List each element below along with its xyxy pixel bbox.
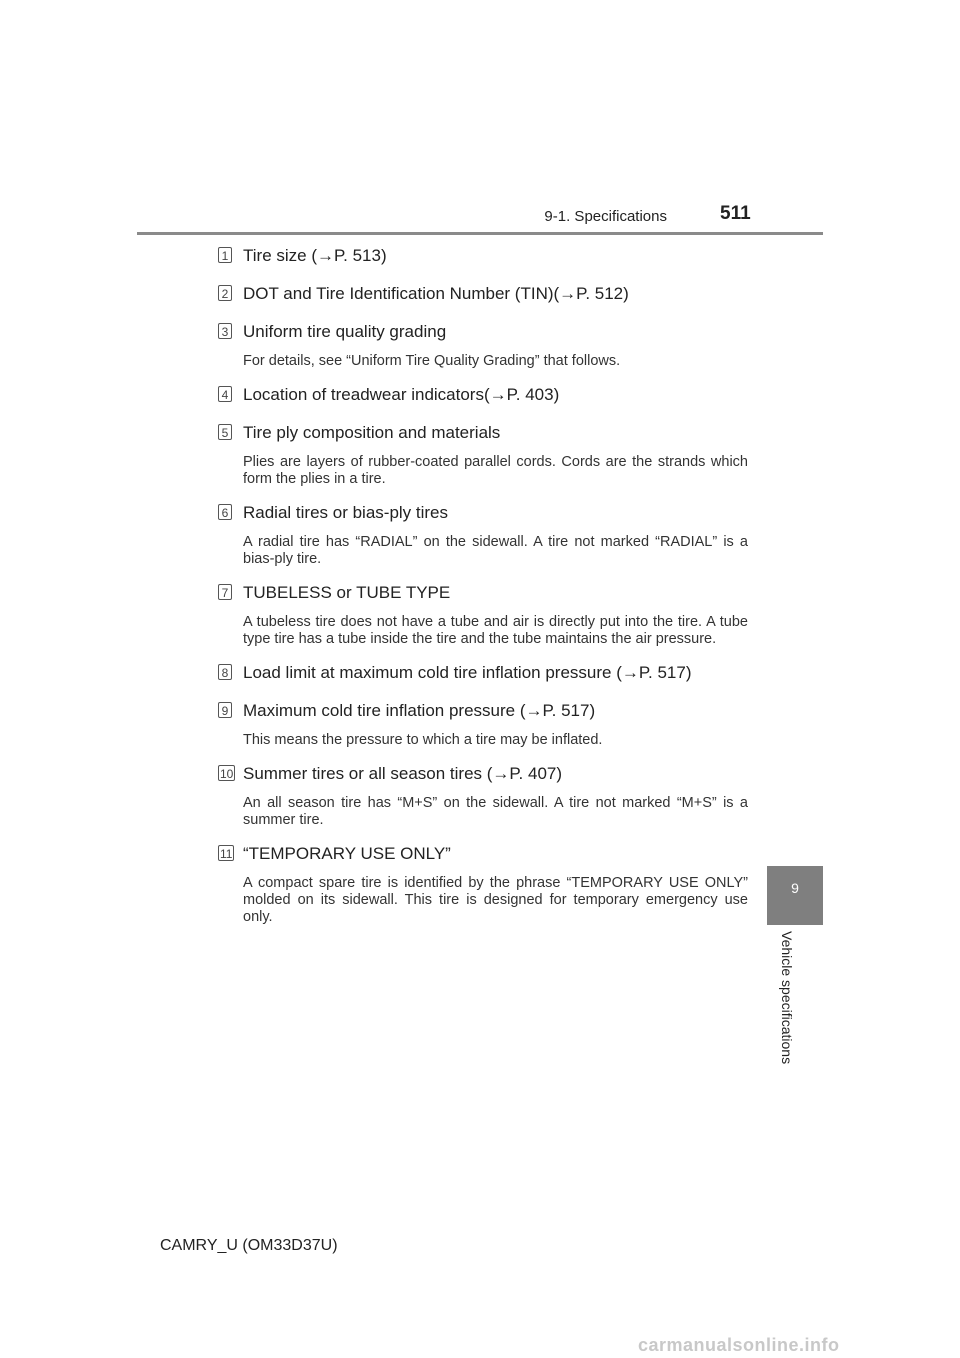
item-title: Load limit at maximum cold tire inflation pressure (→P. 517) xyxy=(243,663,692,682)
item-number-badge: 1 xyxy=(218,247,232,263)
item-description: A compact spare tire is identified by the phrase “TEMPORARY USE ONLY” molded on its sidewall. This tire is designed for temporary emergency use only. xyxy=(243,875,748,925)
item-title: “TEMPORARY USE ONLY” xyxy=(243,844,451,863)
chapter-number: 9 xyxy=(791,880,799,896)
item-number-badge: 6 xyxy=(218,504,232,520)
list-item xyxy=(218,320,748,370)
item-number-badge: 10 xyxy=(220,767,234,781)
tire-label-items xyxy=(218,244,748,926)
item-description: An all season tire has “M+S” on the sidewall. A tire not marked “M+S” is a summer tire. xyxy=(243,795,748,828)
model-code: CAMRY_U (OM33D37U) xyxy=(160,1237,338,1254)
item-title: Tire ply composition and materials xyxy=(243,423,501,442)
item-description: For details, see “Uniform Tire Quality Grading” that follows. xyxy=(243,353,621,369)
item-number-badge: 5 xyxy=(218,424,232,440)
item-description: A tubeless tire does not have a tube and air is directly put into the tire. A tube type tire has a tube inside the tire and the tube maintains the air pressure. xyxy=(243,614,748,647)
item-description: Plies are layers of rubber-coated parallel cords. Cords are the strands which form the plies in a tire. xyxy=(243,454,748,487)
watermark: carmanualsonline.info xyxy=(638,1335,840,1355)
section-title: 9-1. Specifications xyxy=(544,208,667,225)
item-number-badge: 7 xyxy=(218,584,232,600)
item-number-badge: 8 xyxy=(218,664,232,680)
header-divider xyxy=(137,232,823,235)
list-item xyxy=(218,661,748,684)
list-item xyxy=(218,699,748,749)
item-number-badge: 11 xyxy=(220,847,233,861)
item-number-badge: 4 xyxy=(218,386,232,402)
item-title: Maximum cold tire inflation pressure (→P. 517) xyxy=(243,701,596,720)
chapter-label: Vehicle specifications xyxy=(779,931,795,1065)
item-title: Location of treadwear indicators(→P. 403) xyxy=(243,385,560,404)
item-title: TUBELESS or TUBE TYPE xyxy=(243,583,451,602)
item-title: Uniform tire quality grading xyxy=(243,322,447,341)
list-item xyxy=(218,421,748,488)
item-title: Radial tires or bias-ply tires xyxy=(243,503,449,522)
list-item xyxy=(218,762,748,829)
item-title: Summer tires or all season tires (→P. 407) xyxy=(243,764,563,783)
item-description: This means the pressure to which a tire may be inflated. xyxy=(243,732,603,748)
list-item xyxy=(218,842,748,926)
list-item xyxy=(218,501,748,568)
page-number: 511 xyxy=(720,203,751,224)
item-description: A radial tire has “RADIAL” on the sidewall. A tire not marked “RADIAL” is a bias-ply tire. xyxy=(243,534,748,567)
item-title: Tire size (→P. 513) xyxy=(243,246,387,265)
list-item xyxy=(218,282,748,305)
list-item xyxy=(218,244,748,267)
chapter-tab xyxy=(767,866,823,925)
page-header xyxy=(0,0,960,240)
item-number-badge: 2 xyxy=(218,285,232,301)
item-number-badge: 9 xyxy=(218,702,232,718)
list-item xyxy=(218,581,748,648)
item-title: DOT and Tire Identification Number (TIN)(→P. 512) xyxy=(243,284,629,303)
item-number-badge: 3 xyxy=(218,323,232,339)
list-item xyxy=(218,383,748,406)
